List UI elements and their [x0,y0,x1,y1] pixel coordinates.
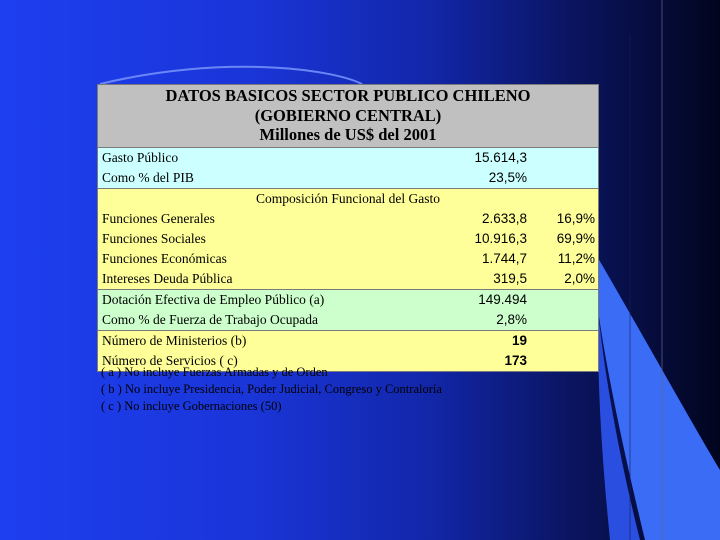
footnote: ( b ) No incluye Presidencia, Poder Judicial, Congreso y Contraloría [101,382,442,396]
funcional-section [98,189,598,290]
table-row [98,209,598,229]
title-line-1: DATOS BASICOS SECTOR PUBLICO CHILENO [165,86,531,105]
row-pct: 11,2% [557,251,595,266]
footnotes [101,364,442,415]
row-value: 15.614,3 [474,150,527,165]
table-row [98,331,598,351]
gasto-section [98,148,598,189]
footnote: ( a ) No incluye Fuerzas Armadas y de Orden [101,365,328,379]
row-label: Como % de Fuerza de Trabajo Ocupada [102,311,318,327]
row-label: Funciones Generales [102,210,215,226]
row-label: Gasto Público [102,149,179,165]
row-label: Número de Servicios ( c) [102,352,238,368]
row-value: 2.633,8 [481,211,527,226]
row-label: Intereses Deuda Pública [102,270,233,286]
row-value: 10.916,3 [474,231,527,246]
row-value: 2,8% [496,312,527,327]
row-label: Dotación Efectiva de Empleo Público (a) [102,291,325,307]
row-value: 173 [504,353,527,368]
row-pct: 16,9% [556,211,595,226]
funcional-heading: Composición Funcional del Gasto [255,190,441,206]
title-line-2: (GOBIERNO CENTRAL) [254,105,442,125]
row-value: 23,5% [488,170,527,185]
row-value: 149.494 [478,292,527,307]
row-value: 1.744,7 [481,251,527,266]
row-label: Funciones Sociales [102,230,206,246]
table-row [98,148,598,168]
row-value: 319,5 [493,271,527,286]
data-table [97,84,599,372]
table-row [98,269,598,289]
arc-line [100,67,362,84]
table-row [98,310,598,330]
row-pct: 2,0% [564,271,595,286]
row-label: Número de Ministerios (b) [102,332,247,348]
row-label: Funciones Económicas [102,250,227,266]
empleo-section [98,290,598,331]
table-row [98,229,598,249]
table-title [98,85,598,148]
table-row [98,249,598,269]
footnote: ( c ) No incluye Gobernaciones (50) [101,399,282,413]
table-row [98,290,598,310]
section-heading [98,189,598,209]
row-label: Como % del PIB [102,169,194,185]
table-row [98,168,598,188]
row-value: 19 [511,333,527,348]
row-pct: 69,9% [556,231,595,246]
title-line-3: Millones de US$ del 2001 [259,125,437,144]
